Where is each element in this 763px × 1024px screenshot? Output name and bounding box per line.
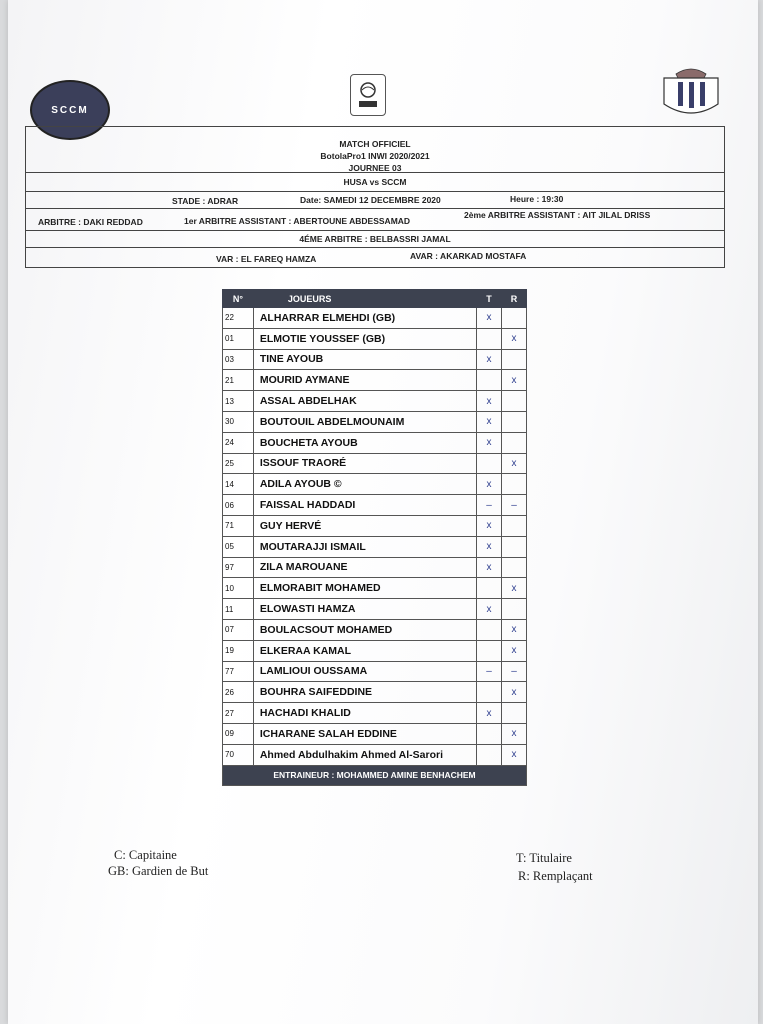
col-titulaire: T bbox=[477, 290, 502, 308]
player-name: ADILA AYOUB © bbox=[253, 474, 476, 495]
titulaire-mark bbox=[477, 744, 502, 765]
table-row bbox=[223, 703, 527, 724]
player-number: 24 bbox=[223, 432, 254, 453]
remplacant-mark bbox=[501, 474, 526, 495]
player-number: 25 bbox=[223, 453, 254, 474]
remplacant-mark bbox=[501, 515, 526, 536]
player-number: 97 bbox=[223, 557, 254, 578]
table-row bbox=[223, 391, 527, 412]
titulaire-mark: x bbox=[477, 536, 502, 557]
col-number: N° bbox=[223, 290, 254, 308]
remplacant-mark: x bbox=[501, 682, 526, 703]
remplacant-mark bbox=[501, 599, 526, 620]
arbitre-4: 4ÉME ARBITRE : BELBASSRI JAMAL bbox=[299, 234, 451, 244]
table-row bbox=[223, 349, 527, 370]
remplacant-mark bbox=[501, 349, 526, 370]
player-number: 77 bbox=[223, 661, 254, 682]
avar: AVAR : AKARKAD MOSTAFA bbox=[410, 251, 527, 261]
legend-gardien: GB: Gardien de But bbox=[108, 864, 209, 878]
titulaire-mark: x bbox=[477, 411, 502, 432]
remplacant-mark: x bbox=[501, 453, 526, 474]
match-time: Heure : 19:30 bbox=[510, 194, 564, 204]
table-row bbox=[223, 495, 527, 516]
player-name: BOUTOUIL ABDELMOUNAIM bbox=[253, 411, 476, 432]
fourth-referee-row bbox=[26, 231, 724, 248]
player-name: ISSOUF TRAORÉ bbox=[253, 453, 476, 474]
table-row bbox=[223, 411, 527, 432]
titulaire-mark: x bbox=[477, 391, 502, 412]
player-name: MOUTARAJJI ISMAIL bbox=[253, 536, 476, 557]
player-number: 22 bbox=[223, 308, 254, 329]
table-row bbox=[223, 682, 527, 703]
stade: STADE : ADRAR bbox=[172, 196, 239, 206]
table-row bbox=[223, 723, 527, 744]
match-title: MATCH OFFICIEL bbox=[339, 139, 411, 149]
titulaire-mark bbox=[477, 619, 502, 640]
titulaire-mark: x bbox=[477, 432, 502, 453]
player-name: HACHADI KHALID bbox=[253, 703, 476, 724]
table-row bbox=[223, 619, 527, 640]
player-name: BOUHRA SAIFEDDINE bbox=[253, 682, 476, 703]
table-row bbox=[223, 578, 527, 599]
remplacant-mark: – bbox=[501, 661, 526, 682]
table-row bbox=[223, 432, 527, 453]
venue-row bbox=[26, 192, 724, 209]
var-row bbox=[26, 248, 724, 267]
legend-capitaine: C: Capitaine bbox=[114, 848, 177, 862]
player-name: ELOWASTI HAMZA bbox=[253, 599, 476, 620]
remplacant-mark bbox=[501, 411, 526, 432]
remplacant-mark: x bbox=[501, 723, 526, 744]
remplacant-mark: – bbox=[501, 495, 526, 516]
player-name: ICHARANE SALAH EDDINE bbox=[253, 723, 476, 744]
player-number: 14 bbox=[223, 474, 254, 495]
titulaire-mark bbox=[477, 328, 502, 349]
match-teams-row bbox=[26, 173, 724, 192]
titulaire-mark: – bbox=[477, 495, 502, 516]
league-logo bbox=[350, 74, 386, 116]
table-row bbox=[223, 536, 527, 557]
player-number: 71 bbox=[223, 515, 254, 536]
assistant-1: 1er ARBITRE ASSISTANT : ABERTOUNE ABDESSAMAD bbox=[184, 216, 411, 226]
table-row bbox=[223, 599, 527, 620]
player-name: ASSAL ABDELHAK bbox=[253, 391, 476, 412]
table-row bbox=[223, 557, 527, 578]
competition-name: BotolaPro1 INWI 2020/2021 bbox=[320, 151, 430, 161]
titulaire-mark bbox=[477, 453, 502, 474]
arbitre: ARBITRE : DAKI REDDAD bbox=[38, 217, 143, 227]
player-name: Ahmed Abdulhakim Ahmed Al-Sarori bbox=[253, 744, 476, 765]
player-number: 01 bbox=[223, 328, 254, 349]
player-number: 10 bbox=[223, 578, 254, 599]
players-table-header bbox=[223, 290, 527, 308]
remplacant-mark: x bbox=[501, 578, 526, 599]
remplacant-mark: x bbox=[501, 619, 526, 640]
remplacant-mark: x bbox=[501, 640, 526, 661]
ball-icon bbox=[356, 80, 380, 110]
match-title-block bbox=[26, 127, 724, 173]
player-number: 06 bbox=[223, 495, 254, 516]
player-name: ALHARRAR ELMEHDI (GB) bbox=[253, 308, 476, 329]
remplacant-mark: x bbox=[501, 328, 526, 349]
remplacant-mark bbox=[501, 557, 526, 578]
titulaire-mark: – bbox=[477, 661, 502, 682]
player-name: BOUCHETA AYOUB bbox=[253, 432, 476, 453]
titulaire-mark bbox=[477, 682, 502, 703]
titulaire-mark bbox=[477, 640, 502, 661]
titulaire-mark: x bbox=[477, 557, 502, 578]
player-number: 19 bbox=[223, 640, 254, 661]
player-number: 05 bbox=[223, 536, 254, 557]
titulaire-mark bbox=[477, 578, 502, 599]
titulaire-mark: x bbox=[477, 349, 502, 370]
player-number: 09 bbox=[223, 723, 254, 744]
player-name: MOURID AYMANE bbox=[253, 370, 476, 391]
player-number: 03 bbox=[223, 349, 254, 370]
legend-remplacant: R: Remplaçant bbox=[518, 869, 593, 883]
player-name: TINE AYOUB bbox=[253, 349, 476, 370]
assistant-2: 2ème ARBITRE ASSISTANT : AIT JILAL DRISS bbox=[464, 210, 651, 220]
husa-logo bbox=[654, 64, 728, 122]
var: VAR : EL FAREQ HAMZA bbox=[216, 254, 317, 264]
sccm-logo-text: SCCM bbox=[51, 104, 89, 116]
remplacant-mark bbox=[501, 432, 526, 453]
player-number: 07 bbox=[223, 619, 254, 640]
player-number: 21 bbox=[223, 370, 254, 391]
player-name: FAISSAL HADDADI bbox=[253, 495, 476, 516]
player-number: 27 bbox=[223, 703, 254, 724]
titulaire-mark: x bbox=[477, 474, 502, 495]
player-name: ELKERAA KAMAL bbox=[253, 640, 476, 661]
titulaire-mark bbox=[477, 370, 502, 391]
player-name: ELMOTIE YOUSSEF (GB) bbox=[253, 328, 476, 349]
match-date: Date: SAMEDI 12 DECEMBRE 2020 bbox=[300, 195, 441, 205]
remplacant-mark bbox=[501, 391, 526, 412]
player-name: LAMLIOUI OUSSAMA bbox=[253, 661, 476, 682]
table-row bbox=[223, 328, 527, 349]
col-remplacant: R bbox=[501, 290, 526, 308]
table-row bbox=[223, 453, 527, 474]
remplacant-mark: x bbox=[501, 744, 526, 765]
titulaire-mark bbox=[477, 723, 502, 744]
table-row bbox=[223, 370, 527, 391]
table-row bbox=[223, 744, 527, 765]
remplacant-mark bbox=[501, 536, 526, 557]
player-number: 11 bbox=[223, 599, 254, 620]
match-sheet bbox=[8, 0, 758, 1024]
table-row bbox=[223, 515, 527, 536]
player-name: ELMORABIT MOHAMED bbox=[253, 578, 476, 599]
legend-titulaire: T: Titulaire bbox=[516, 851, 572, 865]
table-row bbox=[223, 308, 527, 329]
match-info-header bbox=[25, 126, 725, 268]
player-name: GUY HERVÉ bbox=[253, 515, 476, 536]
journee: JOURNEE 03 bbox=[348, 163, 402, 173]
coach: ENTRAINEUR : MOHAMMED AMINE BENHACHEM bbox=[223, 765, 527, 786]
remplacant-mark: x bbox=[501, 370, 526, 391]
table-row bbox=[223, 640, 527, 661]
remplacant-mark bbox=[501, 308, 526, 329]
players-table bbox=[222, 289, 527, 786]
table-row bbox=[223, 474, 527, 495]
titulaire-mark: x bbox=[477, 308, 502, 329]
player-name: BOULACSOUT MOHAMED bbox=[253, 619, 476, 640]
table-row bbox=[223, 661, 527, 682]
remplacant-mark bbox=[501, 703, 526, 724]
referees-row bbox=[26, 209, 724, 231]
titulaire-mark: x bbox=[477, 515, 502, 536]
player-name: ZILA MAROUANE bbox=[253, 557, 476, 578]
col-players: JOUEURS bbox=[253, 290, 476, 308]
crest-icon bbox=[654, 64, 728, 122]
match-teams: HUSA vs SCCM bbox=[343, 177, 407, 187]
titulaire-mark: x bbox=[477, 703, 502, 724]
titulaire-mark: x bbox=[477, 599, 502, 620]
player-number: 30 bbox=[223, 411, 254, 432]
player-number: 26 bbox=[223, 682, 254, 703]
player-number: 70 bbox=[223, 744, 254, 765]
player-number: 13 bbox=[223, 391, 254, 412]
